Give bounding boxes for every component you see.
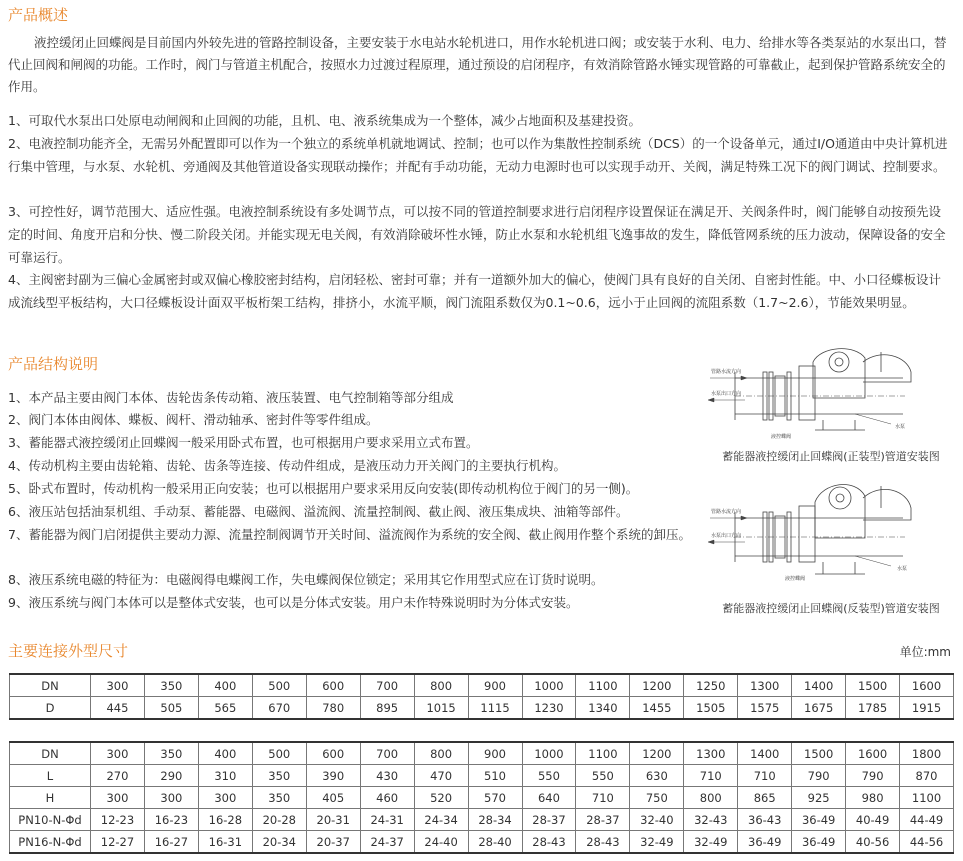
table-cell: 925 [792,787,846,809]
table-cell: 40-56 [846,831,900,854]
table-cell: 28-37 [576,809,630,831]
table-cell: 28-43 [522,831,576,854]
table-cell: 290 [144,765,198,787]
table-cell: 36-49 [792,809,846,831]
table-cell: 520 [414,787,468,809]
table-cell: 1015 [414,697,468,720]
table-cell: 1100 [900,787,954,809]
dimension-table-lh [9,741,954,854]
table-cell: 1600 [846,742,900,765]
table-cell: 16-31 [198,831,252,854]
table-cell: 16-23 [144,809,198,831]
overview-point-4: 4、主阀密封副为三偏心金属密封或双偏心橡胶密封结构，启闭轻松、密封可靠；并有一道额外加大的偏心，使阀门具有良好的自关闭、自密封性能。中、小口径蝶板设计成流线型平板结构，大口径蝶板设计面双平板桁架工结构，排挤小，水流平顺，阀门流阻系数仅为0.1~0.6，远小于止回阀的流阻系数（1.7~2.6），节能效果明显。 [8,272,941,310]
overview-intro: 液控缓闭止回蝶阀是目前国内外较先进的管路控制设备，主要安装于水电站水轮机进口，用作水轮机进口阀；或安装于水利、电力、给排水等各类泵站的水泵出口，替代止回阀和闸阀的功能。工作时，阀门与管道主机配合，按照水力过渡过程原理，通过预设的启闭程序，有效消除管路水锤实现管路的可靠截止，起到保护管路系统安全的作用。 [8,35,947,94]
table-cell: 710 [684,765,738,787]
table-cell: 570 [468,787,522,809]
section-title-overview: 产品概述 [8,6,69,24]
table-cell: 445 [91,697,145,720]
table-cell: 790 [792,765,846,787]
table-cell: 24-34 [414,809,468,831]
table-cell: 670 [252,697,306,720]
label-valve: 液控蝶阀 [771,434,792,440]
table-cell: 780 [306,697,360,720]
table-cell: 790 [846,765,900,787]
structure-item-4: 4、传动机构主要由齿轮箱、齿轮、齿条等连接、传动件组成，是液压动力开关阀门的主要执行机构。 [8,458,566,473]
table-cell: 565 [198,697,252,720]
table-row [10,765,954,787]
dimension-table-d [9,673,954,720]
table-cell: 28-43 [576,831,630,854]
table-cell: 1505 [684,697,738,720]
label-flow-in: 管路水流方向 [711,369,742,375]
diagram-caption-forward: 蓄能器液控缓闭止回蝶阀(正装型)管道安装图 [722,450,940,463]
table-cell: 870 [900,765,954,787]
table-cell: 750 [630,787,684,809]
table-cell: 20-28 [252,809,306,831]
table-cell: 700 [360,674,414,697]
table-cell: 510 [468,765,522,787]
diagram-caption-reverse: 蓄能器液控缓闭止回蝶阀(反装型)管道安装图 [722,602,940,615]
table-cell: 300 [91,674,145,697]
table-cell: 400 [198,742,252,765]
table-cell: 900 [468,674,522,697]
table-cell: 32-40 [630,809,684,831]
table-cell: 1340 [576,697,630,720]
label-pump: 水泵 [895,424,906,430]
row-header: PN16-N-Φd [10,831,91,854]
table-cell: 460 [360,787,414,809]
table-cell: 24-40 [414,831,468,854]
label-valve: 液控蝶阀 [785,576,806,582]
table-cell: 16-28 [198,809,252,831]
table-cell: 1230 [522,697,576,720]
table-cell: 24-31 [360,809,414,831]
table-cell: 1400 [738,742,792,765]
table-cell: 800 [414,674,468,697]
valve-pipeline-drawing-reverse [705,474,957,586]
table-cell: 300 [91,742,145,765]
table-cell: 470 [414,765,468,787]
table-cell: 1915 [900,697,954,720]
table-cell: 20-31 [306,809,360,831]
table-cell: 550 [522,765,576,787]
table-cell: 1675 [792,697,846,720]
table-cell: 1500 [846,674,900,697]
table-cell: 700 [360,742,414,765]
table-cell: 710 [738,765,792,787]
label-flow-out: 水泵出口方向 [711,533,742,539]
table-cell: 1500 [792,742,846,765]
row-header: H [10,787,91,809]
label-flow-in: 管路水流方向 [711,509,742,515]
table-cell: 640 [522,787,576,809]
table-cell: 550 [576,765,630,787]
table-cell: 350 [144,742,198,765]
unit-label: 单位:mm [899,645,951,659]
table-cell: 1100 [576,742,630,765]
table-cell: 500 [252,742,306,765]
overview-point-2: 2、电液控制功能齐全，无需另外配置即可以作为一个独立的系统单机就地调试、控制；也可以作为集散性控制系统（DCS）的一个设备单元，通过I/O通道由中央计算机进行集中管理，与水泵、水轮机、旁通阀及其他管道设备实现联动操作；并配有手动功能，无动力电源时也可以实现手动开、关阀，满足特殊工况下的阀门调试、控制要求。 [8,136,948,174]
table-cell: 1100 [576,674,630,697]
table-cell: 36-49 [792,831,846,854]
table-cell: 1000 [522,742,576,765]
table-cell: 1300 [738,674,792,697]
table-cell: 430 [360,765,414,787]
structure-item-3: 3、蓄能器式液控缓闭止回蝶阀一般采用卧式布置，也可根据用户要求采用立式布置。 [8,435,479,450]
structure-item-8: 8、液压系统电磁的特征为：电磁阀得电蝶阀工作，失电蝶阀保位锁定；采用其它作用型式应在订货时说明。 [8,572,604,587]
table-cell: 1000 [522,674,576,697]
table-cell: 32-49 [630,831,684,854]
table-cell: 405 [306,787,360,809]
table-cell: 20-37 [306,831,360,854]
label-pump: 水泵 [897,566,908,572]
table-cell: 1600 [900,674,954,697]
table-cell: 24-37 [360,831,414,854]
table-row [10,674,954,697]
table-cell: 400 [198,674,252,697]
table-cell: 1575 [738,697,792,720]
table-cell: 28-37 [522,809,576,831]
table-cell: 900 [468,742,522,765]
table-cell: 44-56 [900,831,954,854]
row-header: PN10-N-Φd [10,809,91,831]
structure-item-2: 2、阀门本体由阀体、蝶板、阀杆、滑动轴承、密封件等零件组成。 [8,412,379,427]
table-cell: 270 [91,765,145,787]
table-cell: 600 [306,742,360,765]
table-cell: 310 [198,765,252,787]
section-title-dimensions: 主要连接外型尺寸 [8,642,129,660]
table-cell: 40-49 [846,809,900,831]
table-cell: 12-27 [91,831,145,854]
section-title-structure: 产品结构说明 [8,355,99,373]
table-cell: 36-49 [738,831,792,854]
table-cell: 500 [252,674,306,697]
table-cell: 32-49 [684,831,738,854]
table-cell: 1250 [684,674,738,697]
table-cell: 300 [144,787,198,809]
overview-point-1: 1、可取代水泵出口处原电动闸阀和止回阀的功能，且机、电、液系统集成为一个整体，减少占地面积及基建投资。 [8,113,641,128]
table-cell: 1400 [792,674,846,697]
table-cell: 350 [252,787,306,809]
structure-item-6: 6、液压站包括油泵机组、手动泵、蓄能器、电磁阀、溢流阀、流量控制阀、截止阀、液压集成块、油箱等部件。 [8,504,629,519]
table-row [10,831,954,854]
table-row [10,809,954,831]
table-cell: 1200 [630,674,684,697]
table-cell: 20-34 [252,831,306,854]
structure-item-5: 5、卧式布置时，传动机构一般采用正向安装；也可以根据用户要求采用反向安装(即传动机构位于阀门的另一侧)。 [8,481,639,496]
table-cell: 895 [360,697,414,720]
row-header: DN [10,742,91,765]
table-cell: 600 [306,674,360,697]
table-cell: 1200 [630,742,684,765]
table-cell: 44-49 [900,809,954,831]
table-cell: 710 [576,787,630,809]
row-header: D [10,697,91,720]
table-cell: 28-34 [468,809,522,831]
table-cell: 36-43 [738,809,792,831]
table-cell: 630 [630,765,684,787]
table-cell: 800 [414,742,468,765]
valve-pipeline-drawing [705,342,957,442]
table-cell: 1800 [900,742,954,765]
table-cell: 300 [198,787,252,809]
table-cell: 12-23 [91,809,145,831]
table-row [10,787,954,809]
structure-item-7: 7、蓄能器为阀门启闭提供主要动力源、流量控制阀调节开关时间、溢流阀作为系统的安全阀、截止阀用作整个系统的卸压。 [8,527,691,542]
installation-diagram-reverse [705,474,957,586]
row-header: L [10,765,91,787]
table-cell: 980 [846,787,900,809]
structure-item-9: 9、液压系统与阀门本体可以是整体式安装，也可以是分体式安装。用户未作特殊说明时为分体式安装。 [8,595,579,610]
structure-item-1: 1、本产品主要由阀门本体、齿轮齿条传动箱、液压装置、电气控制箱等部分组成 [8,390,454,405]
table-row [10,697,954,720]
table-cell: 505 [144,697,198,720]
table-cell: 350 [144,674,198,697]
table-cell: 16-27 [144,831,198,854]
overview-point-3: 3、可控性好，调节范围大、适应性强。电液控制系统设有多处调节点，可以按不同的管道控制要求进行启闭程序设置保证在满足开、关阀条件时，阀门能够自动按预先设定的时间、角度开启和分快、慢二阶段关闭。并能实现无电关阀，有效消除破坏性水锤，防止水泵和水轮机组飞逸事故的发生，降低管网系统的压力波动，保障设备的安全可靠运行。 [8,204,946,265]
table-cell: 32-43 [684,809,738,831]
table-cell: 1300 [684,742,738,765]
table-cell: 300 [91,787,145,809]
table-cell: 28-40 [468,831,522,854]
table-cell: 1115 [468,697,522,720]
table-cell: 800 [684,787,738,809]
row-header: DN [10,674,91,697]
label-flow-out: 水泵出口方向 [711,391,742,397]
table-row [10,742,954,765]
table-cell: 865 [738,787,792,809]
table-cell: 1455 [630,697,684,720]
table-cell: 390 [306,765,360,787]
installation-diagram-forward [705,342,957,442]
table-cell: 1785 [846,697,900,720]
table-cell: 350 [252,765,306,787]
